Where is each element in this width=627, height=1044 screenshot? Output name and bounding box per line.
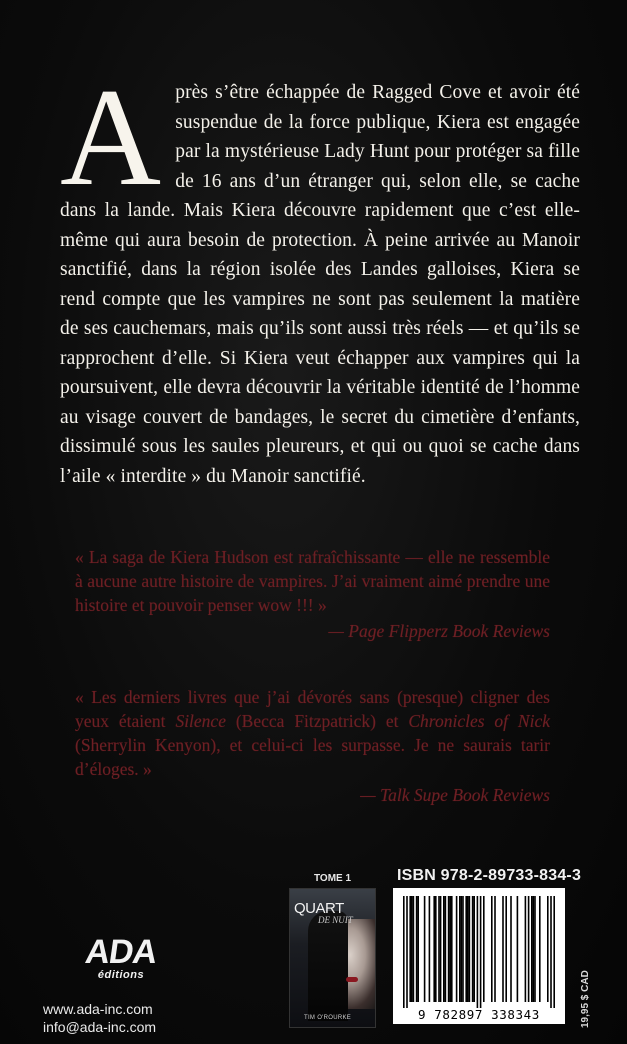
barcode-bar (403, 896, 405, 1008)
barcode-bar (465, 896, 467, 1002)
barcode-bar (413, 896, 415, 1002)
isbn-label: ISBN 978-2-89733-834-3 (397, 867, 582, 884)
barcode-bar (550, 896, 552, 1008)
publisher-email: info@ada-inc.com (43, 1019, 157, 1035)
barcode-bar (429, 896, 431, 1002)
barcode-bar (502, 896, 504, 1002)
review-quote-2 (75, 685, 550, 807)
barcode-bar (547, 896, 549, 1002)
barcode-bar (534, 896, 536, 1002)
barcode-bar (451, 896, 453, 1002)
barcode-bar (406, 896, 408, 1008)
publisher-logo-sub: éditions (97, 969, 145, 981)
barcode-bar (505, 896, 507, 1002)
barcode-bar (456, 896, 458, 1002)
barcode-bar (445, 896, 447, 1002)
barcode-bar (416, 896, 418, 1002)
synopsis-text: près s’être échappée de Ragged Cove et avoir été suspendue de la force publique, Kiera est engagée par la mystérieuse Lady Hunt pour protéger sa fille de 16 ans d’un étranger qui, selon elle, se cache dans la lande. Mais Kiera découvre rapidement que c’est elle-même qui aura besoin de protection. À peine arrivée au Manoir sanctifié, dans la région isolée des Landes galloises, Kiera se rend compte que les vampires ne sont pas seulement la matière de ses cauchemars, mais qu’ils sont aussi très réels — et qu’ils se rapprochent d’elle. Si Kiera veut échapper aux vampires qui la poursuivent, elle devra découvrir la véritable identité de l’homme au visage couvert de bandages, le secret du cimetière d’enfants, dissimulé sous les saules pleureurs, et qui ou quoi se cache dans l’aile « interdite » du Manoir sanctifié. (60, 82, 580, 487)
drop-cap: A (60, 60, 162, 215)
barcode-bar (494, 896, 496, 1002)
barcode-bar (473, 896, 475, 1002)
barcode-bars (393, 888, 565, 1008)
price-label: 19,95 $ CAD (580, 970, 591, 1028)
barcode-bar (462, 896, 464, 1002)
barcode-bar (417, 896, 419, 1002)
barcode-bar (448, 896, 450, 1002)
review-quote-2-title-2: Chronicles of Nick (408, 711, 550, 731)
publisher-logo-mark: ADA (82, 933, 159, 971)
review-quote-1 (75, 545, 550, 643)
barcode-bar (539, 896, 541, 1002)
publisher-website: www.ada-inc.com (43, 1001, 153, 1017)
cover-title-main: QUART (294, 900, 344, 917)
barcode-bar (477, 896, 479, 1008)
review-quote-2-text-after: (Sherrylin Kenyon), et celui-ci les surpasse. Je ne saurais tarir d’éloges. » (75, 735, 550, 779)
barcode-bar (424, 896, 426, 1002)
publisher-contact (43, 1000, 156, 1036)
barcode-bar (449, 896, 451, 1002)
barcode-bar (461, 896, 463, 1002)
barcode-bar (469, 896, 471, 1002)
barcode-bar (510, 896, 512, 1002)
cover-hair-image (308, 911, 348, 1021)
review-quote-2-text-mid: (Becca Fitzpatrick) et (225, 711, 409, 731)
tome-1-cover-thumbnail (289, 888, 376, 1028)
barcode-bar (435, 896, 437, 1002)
review-quote-2-text-before: « Les derniers livres que j’ai dévorés sans (presque) cligner des yeux étaient (75, 687, 550, 731)
barcode-bar (483, 896, 485, 1002)
barcode-bar (433, 896, 435, 1002)
cover-author: TIM O'ROURKE (304, 1015, 352, 1021)
barcode-bar (533, 896, 535, 1002)
barcode-bar (491, 896, 493, 1002)
barcode-bar (553, 896, 555, 1008)
barcode-bar (531, 896, 533, 1002)
barcode-digits: 9 782897 338343 (418, 1007, 540, 1022)
synopsis (60, 60, 580, 491)
review-quote-1-text: « La saga de Kiera Hudson est rafraîchissante — elle ne ressemble à aucune autre histoire de vampires. J’ai vraiment aimé prendre une histoire et pouvoir penser wow !!! » (75, 547, 550, 615)
review-quote-2-title-1: Silence (175, 711, 226, 731)
barcode-bar (411, 896, 413, 1002)
cover-title-sub: DE NUIT (318, 915, 353, 925)
barcode-bar (459, 896, 461, 1002)
cover-lips-image (346, 977, 358, 982)
barcode-bar (440, 896, 442, 1002)
barcode-bar (467, 896, 469, 1002)
barcode-bar (528, 896, 530, 1002)
barcode-bar (480, 896, 482, 1008)
review-quote-1-attribution: — Page Flipperz Book Reviews (328, 621, 550, 641)
barcode-bar (443, 896, 445, 1002)
barcode-bar (517, 896, 519, 1002)
barcode-bar (409, 896, 411, 1002)
barcode-bar (472, 896, 474, 1002)
barcode-bar (438, 896, 440, 1002)
tome-label: TOME 1 (314, 873, 352, 884)
publisher-logo (78, 935, 164, 981)
barcode-bar (525, 896, 527, 1002)
barcode (393, 888, 565, 1024)
review-quote-2-attribution: — Talk Supe Book Reviews (360, 785, 550, 805)
